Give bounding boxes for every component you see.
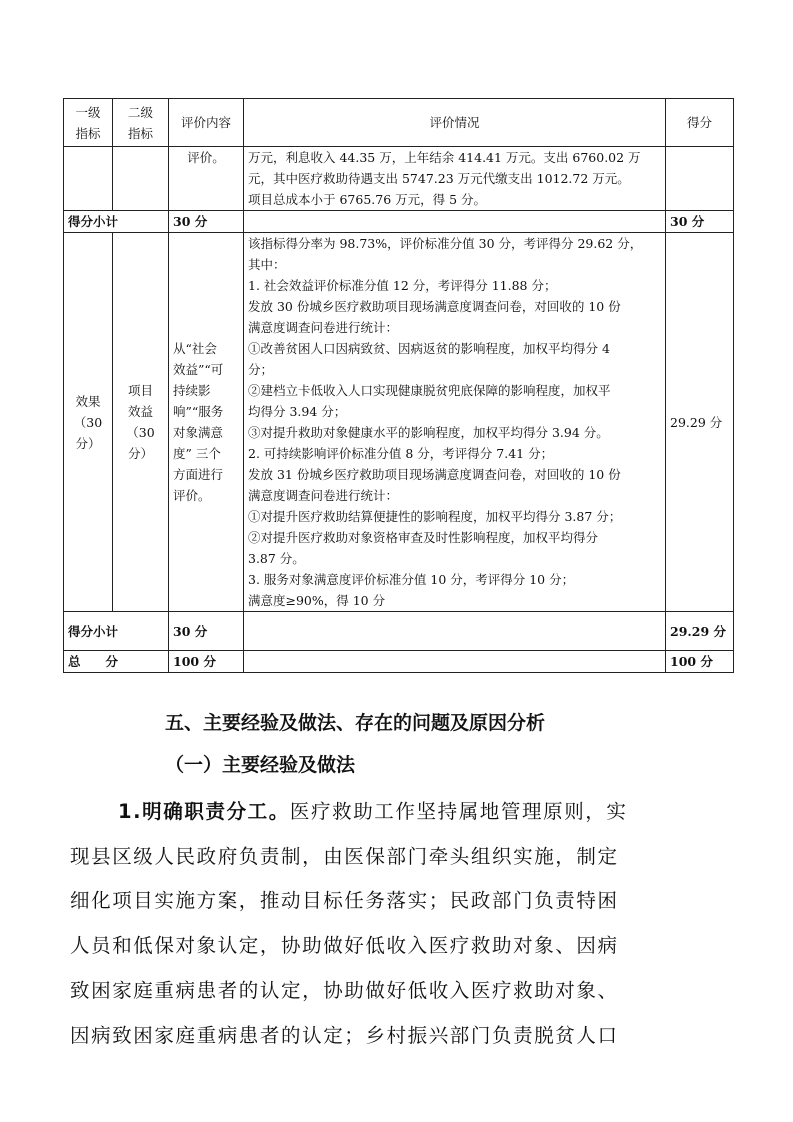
- subtotal2-standard: 30 分: [169, 612, 244, 651]
- subtotal-row-2: [64, 612, 734, 651]
- paragraph-line: 致困家庭重病患者的认定，协助做好低收入医疗救助对象、: [70, 978, 619, 1002]
- header-evaluation-situation: 评价情况: [244, 99, 666, 147]
- body-paragraph: [70, 790, 688, 1058]
- table-header-row: [64, 99, 734, 147]
- subtotal2-score: 29.29 分: [666, 612, 734, 651]
- evaluation-score-table: [63, 98, 734, 673]
- paragraph-line: 现县区级人民政府负责制，由医保部门牵头组织实施，制定: [70, 844, 619, 868]
- cell-situation: 万元，利息收入 44.35 万，上年结余 414.41 万元。支出 6760.02 万 元，其中医疗救助待遇支出 5747.23 万元代缴支出 1012.72 万元。 项目总成本小于 6765.76 万元，得 5 分。: [244, 147, 666, 211]
- subtotal2-label: 得分小计: [64, 612, 169, 651]
- effect-level1: 效果 （30 分）: [64, 233, 113, 612]
- cell-content: 评价。: [169, 147, 244, 211]
- paragraph-lead: 1.明确职责分工。: [118, 800, 290, 823]
- paragraph-line: 细化项目实施方案，推动目标任务落实；民政部门负责特困: [70, 889, 619, 913]
- effect-situation: 该指标得分率为 98.73%，评价标准分值 30 分，考评得分 29.62 分， 其中： 1. 社会效益评价标准分值 12 分，考评得分 11.88 分； 发放 30 份城乡医疗救助项目现场满意度调查问卷，对回收的 10 份 满意度调查问卷进行统计： ①改善贫困人口因病致贫、因病返贫的影响程度，加权平均得分 4 分； ②建档立卡低收入人口实现健康脱贫兜底保障的影响程度，加权平 均得分 3.94 分； ③对提升救助对象健康水平的影响程度，加权平均得分 3.94 分。 2. 可持续影响评价标准分值 8 分，考评得分 7.41 分； 发放 31 份城乡医疗救助项目现场满意度调查问卷，对回收的 10 份 满意度调查问卷进行统计： ①对提升医疗救助结算便捷性的影响程度，加权平均得分 3.87 分； ②对提升医疗救助对象资格审查及时性影响程度，加权平均得分 3.87 分。 3. 服务对象满意度评价标准分值 10 分，考评得分 10 分； 满意度≥90%，得 10 分: [244, 233, 666, 612]
- section-heading: 五、主要经验及做法、存在的问题及原因分析: [165, 712, 546, 734]
- total-standard: 100 分: [169, 651, 244, 673]
- subtotal2-situation-empty: [244, 612, 666, 651]
- subsection-heading: （一）主要经验及做法: [165, 754, 356, 776]
- header-level2-indicator: 二级 指标: [113, 99, 169, 147]
- subtotal-label: 得分小计: [64, 211, 169, 233]
- cell-score-empty: [666, 147, 734, 211]
- subtotal-standard: 30 分: [169, 211, 244, 233]
- table-row-continued: [64, 147, 734, 211]
- header-evaluation-content: 评价内容: [169, 99, 244, 147]
- cell-level1-empty: [64, 147, 113, 211]
- total-row: [64, 651, 734, 673]
- paragraph-line-1: 1.明确职责分工。医疗救助工作坚持属地管理原则，实: [118, 800, 628, 823]
- subtotal-row-1: [64, 211, 734, 233]
- effect-score: 29.29 分: [666, 233, 734, 612]
- header-score: 得分: [666, 99, 734, 147]
- effect-content: 从“社会 效益”“可 持续影 响”“服务 对象满意 度” 三个 方面进行 评价。: [169, 233, 244, 612]
- cell-level2-empty: [113, 147, 169, 211]
- total-score: 100 分: [666, 651, 734, 673]
- paragraph-line: 因病致困家庭重病患者的认定；乡村振兴部门负责脱贫人口: [70, 1023, 619, 1047]
- effect-level2: 项目 效益 （30 分）: [113, 233, 169, 612]
- header-level1-indicator: 一级 指标: [64, 99, 113, 147]
- total-label: 总 分: [64, 651, 169, 673]
- total-situation-empty: [244, 651, 666, 673]
- subtotal-situation-empty: [244, 211, 666, 233]
- subtotal-score: 30 分: [666, 211, 734, 233]
- effect-row: [64, 233, 734, 612]
- paragraph-line: 人员和低保对象认定，协助做好低收入医疗救助对象、因病: [70, 934, 619, 958]
